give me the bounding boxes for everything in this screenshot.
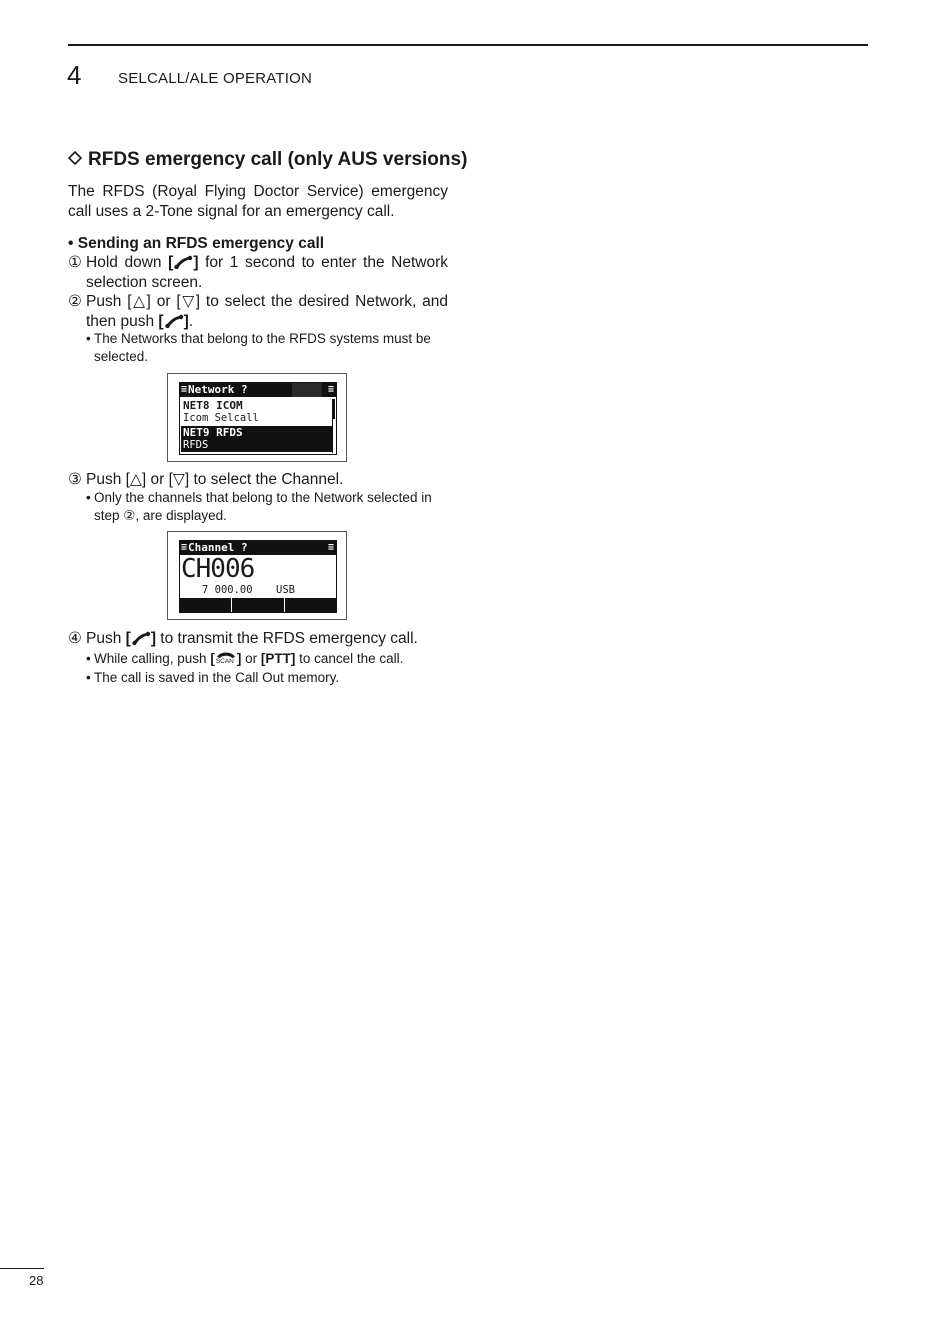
step-text: Push [ ] to transmit the RFDS emergency call. [86,630,418,647]
step-2 [68,292,448,331]
step-number: ① [68,254,82,271]
network-item-line2: Icom Selcall [183,412,259,424]
channel-number: CH006 [181,554,255,584]
diamond-icon [68,149,82,170]
soft-key-bar [180,598,336,612]
bullet: • [86,670,91,685]
down-key: [▽] [168,471,190,488]
step-4 [68,629,448,649]
step-number: ② [68,293,82,310]
section-heading [68,148,467,172]
channel-lcd [179,540,337,613]
handset-icon [131,631,151,645]
step-text: Push [△] or [▽] to select the desired Network, and then push [ ]. [86,293,449,330]
scrollbar-thumb [333,399,335,419]
note-text: Only the channels that belong to the Network selected in step ②, are displayed. [94,490,432,523]
soft-key-divider [231,598,232,612]
menu-icon: ≡ [327,384,334,395]
lcd-title: Channel ? [188,541,248,554]
lcd-title-bar [180,541,336,555]
title-bar-shade [292,383,322,397]
network-item-selected [181,426,332,452]
header-rule [68,44,868,46]
frequency: 7 000.00 [202,584,253,596]
subheading: • Sending an RFDS emergency call [68,235,325,252]
bullet: • [86,490,91,505]
network-screen-figure [167,373,347,462]
call-key: [ ] [168,254,199,271]
step-3 [68,470,448,490]
note-text: The Networks that belong to the RFDS systems must be selected. [94,331,431,364]
step-text: Push [△] or [▽] to select the Channel. [86,471,344,488]
footer-rule [0,1268,44,1269]
scan-key: [ SCAN ] [210,651,242,666]
bullet: • [86,331,91,346]
bullet: • [86,651,91,666]
step-4-note-2 [86,669,454,687]
step-3-note [86,489,454,525]
step-2-note [86,330,454,366]
step-4-note-1 [86,650,454,668]
step-number: ④ [68,630,82,647]
lcd-title: Network ? [188,383,248,396]
up-key: [△] [125,471,147,488]
scan-label: SCAN [215,658,234,665]
handset-icon [173,255,193,269]
mode: USB [276,584,295,596]
intro-paragraph: The RFDS (Royal Flying Doctor Service) emergency call uses a 2-Tone signal for an emergency call. [68,183,448,220]
menu-icon: ≡ [327,542,334,553]
down-key: [▽] [176,293,201,310]
ptt-key: [PTT] [260,651,296,666]
menu-icon: ≡ [181,542,188,553]
network-item-line1: NET9 RFDS [183,426,243,439]
chapter-number: 4 [67,60,82,90]
menu-icon: ≡ [181,384,188,395]
note-text: While calling, push [ SCAN ] or [PTT] to cancel the call. [94,651,404,666]
step-number: ③ [68,471,82,488]
call-key: [ ] [125,630,156,647]
step-1 [68,253,448,292]
call-key: [ ] [158,312,189,330]
hangup-scan-icon [215,650,237,666]
network-item-line2: RFDS [183,439,209,451]
channel-screen-figure [167,531,347,620]
section-heading-text: RFDS emergency call (only AUS versions) [88,149,468,170]
page-number: 28 [29,1273,44,1288]
note-text: The call is saved in the Call Out memory. [94,670,340,685]
soft-key-divider [284,598,285,612]
network-lcd [179,382,337,455]
chapter-title: SELCALL/ALE OPERATION [118,70,312,87]
up-key: [△] [127,293,151,310]
network-item-line1: NET8 ICOM [183,399,243,412]
handset-icon [164,314,184,328]
step-text: Hold down [ ] for 1 second to enter the Network selection screen. [86,254,449,291]
